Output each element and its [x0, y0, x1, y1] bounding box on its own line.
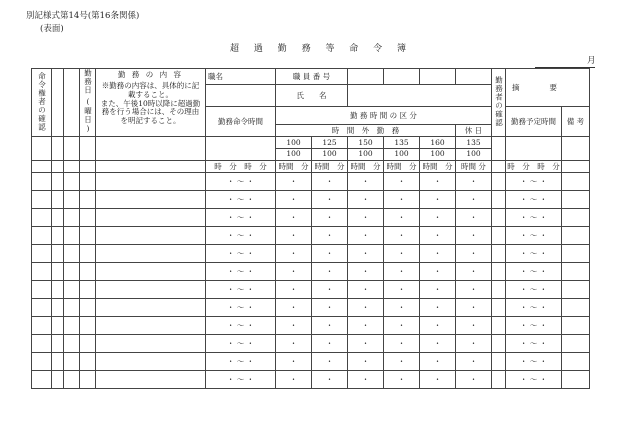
order-time-cell[interactable]: ・ ～ ・ [206, 298, 276, 316]
blank-cell[interactable] [52, 244, 64, 262]
blank-cell[interactable] [52, 370, 64, 388]
table-row [32, 262, 590, 280]
order-time-cell[interactable]: ・ ～ ・ [206, 262, 276, 280]
scheduled-time-cell[interactable]: ・ ～ ・ [506, 370, 562, 388]
rate-125: 125 100 [312, 136, 348, 160]
worker-confirm-cell[interactable] [492, 298, 506, 316]
form-reference: 別記様式第14号(第16条関係) [26, 11, 140, 21]
work-day-cell[interactable] [80, 334, 96, 352]
commander-confirm-cell[interactable] [32, 190, 52, 208]
blank-cell[interactable] [64, 190, 80, 208]
blank-cell[interactable] [52, 334, 64, 352]
work-content-cell[interactable] [96, 370, 206, 388]
order-time-header: 勤務命令時間 [206, 107, 276, 137]
rate-135: 135 100 [384, 136, 420, 160]
commander-confirm-header: 命令権者の確認 [32, 69, 52, 137]
order-time-cell[interactable]: ・ ～ ・ [206, 352, 276, 370]
unit-cell: 時間 分 [420, 160, 456, 172]
rate-cell[interactable]: ・ [456, 262, 492, 280]
table-row [32, 244, 590, 262]
rate-cell[interactable]: ・ [312, 262, 348, 280]
blank-cell[interactable] [52, 352, 64, 370]
scheduled-time-cell[interactable]: ・ ～ ・ [506, 226, 562, 244]
work-content-header: 勤 務 の 内 容 ※勤務の内容は、具体的に記載すること。 また、午後10時以降に超過勤務を行う場合には、その理由を明記すること。 [96, 69, 206, 137]
work-day-header: 勤務日 (曜日) [80, 69, 96, 137]
order-time-cell[interactable]: ・ ～ ・ [206, 190, 276, 208]
work-day-cell[interactable] [80, 280, 96, 298]
rate-cell[interactable]: ・ [312, 370, 348, 388]
rate-cell[interactable]: ・ [348, 316, 384, 334]
commander-confirm-cell[interactable] [32, 370, 52, 388]
rate-cell[interactable]: ・ [276, 316, 312, 334]
order-time-cell[interactable]: ・ ～ ・ [206, 316, 276, 334]
job-title-input[interactable] [206, 85, 276, 107]
rate-cell[interactable]: ・ [276, 352, 312, 370]
rate-cell[interactable]: ・ [348, 262, 384, 280]
work-day-cell[interactable] [80, 190, 96, 208]
rate-cell[interactable]: ・ [348, 280, 384, 298]
unit-cell: 時間 分 [384, 160, 420, 172]
rate-cell[interactable]: ・ [420, 370, 456, 388]
work-content-cell[interactable] [96, 280, 206, 298]
rate-holiday-135: 135 100 [456, 136, 492, 160]
blank-cell[interactable] [52, 208, 64, 226]
rate-150: 150 100 [348, 136, 384, 160]
rate-cell[interactable]: ・ [312, 280, 348, 298]
rate-row [32, 136, 590, 160]
staff-number-input[interactable] [348, 69, 384, 85]
worker-confirm-header: 勤務者の確認 [492, 69, 506, 137]
rate-cell[interactable]: ・ [420, 262, 456, 280]
work-day-cell[interactable] [80, 352, 96, 370]
staff-number-label: 職 員 番 号 [276, 69, 348, 85]
remarks-cell[interactable] [562, 172, 590, 190]
rate-cell[interactable]: ・ [420, 334, 456, 352]
rate-cell[interactable]: ・ [420, 172, 456, 190]
worker-confirm-cell[interactable] [492, 244, 506, 262]
rate-cell[interactable]: ・ [420, 298, 456, 316]
rate-cell[interactable]: ・ [384, 280, 420, 298]
table-row [32, 352, 590, 370]
rate-cell[interactable]: ・ [312, 334, 348, 352]
scheduled-time-cell[interactable]: ・ ～ ・ [506, 334, 562, 352]
name-label: 氏 名 [276, 85, 348, 107]
rate-cell[interactable]: ・ [384, 190, 420, 208]
worker-confirm-cell[interactable] [492, 190, 506, 208]
blank-cell[interactable] [52, 316, 64, 334]
page-title: 超 過 勤 務 等 命 令 簿 [230, 44, 413, 54]
unit-cell: 時間 分 [276, 160, 312, 172]
rate-cell[interactable]: ・ [348, 370, 384, 388]
work-content-cell[interactable] [96, 226, 206, 244]
worker-confirm-cell[interactable] [492, 316, 506, 334]
rate-cell[interactable]: ・ [456, 226, 492, 244]
work-day-cell[interactable] [80, 172, 96, 190]
rate-cell[interactable]: ・ [420, 280, 456, 298]
work-content-cell[interactable] [96, 334, 206, 352]
remarks-cell[interactable] [562, 298, 590, 316]
units-row [32, 160, 590, 172]
rate-cell[interactable]: ・ [276, 370, 312, 388]
rate-cell[interactable]: ・ [420, 316, 456, 334]
rate-cell[interactable]: ・ [384, 172, 420, 190]
rate-cell[interactable]: ・ [384, 298, 420, 316]
blank-cell[interactable] [64, 226, 80, 244]
side-label: (表面) [40, 24, 64, 34]
month-label: 月 [587, 56, 596, 66]
scheduled-time-cell[interactable]: ・ ～ ・ [506, 352, 562, 370]
rate-cell[interactable]: ・ [348, 334, 384, 352]
blank-cell[interactable] [64, 244, 80, 262]
rate-cell[interactable]: ・ [420, 352, 456, 370]
rate-cell[interactable]: ・ [276, 262, 312, 280]
remarks-cell[interactable] [562, 226, 590, 244]
rate-cell[interactable]: ・ [384, 244, 420, 262]
work-day-cell[interactable] [80, 370, 96, 388]
rate-cell[interactable]: ・ [276, 208, 312, 226]
table-row [32, 370, 590, 388]
job-title-label: 職名 [206, 69, 276, 85]
work-content-cell[interactable] [96, 352, 206, 370]
work-content-cell[interactable] [96, 190, 206, 208]
rate-cell[interactable]: ・ [456, 370, 492, 388]
rate-cell[interactable]: ・ [276, 226, 312, 244]
rate-cell[interactable]: ・ [276, 280, 312, 298]
blank-cell[interactable] [52, 280, 64, 298]
unit-cell: 時間 分 [456, 160, 492, 172]
work-content-cell[interactable] [96, 244, 206, 262]
work-day-cell[interactable] [80, 226, 96, 244]
work-content-cell[interactable] [96, 316, 206, 334]
table-row [32, 190, 590, 208]
worker-confirm-cell[interactable] [492, 352, 506, 370]
worker-confirm-cell[interactable] [492, 280, 506, 298]
rate-cell[interactable]: ・ [384, 262, 420, 280]
blank-cell[interactable] [64, 352, 80, 370]
worker-confirm-cell[interactable] [492, 262, 506, 280]
work-day-cell[interactable] [80, 298, 96, 316]
rate-cell[interactable]: ・ [384, 334, 420, 352]
unit-range: 時 分 時 分 [206, 160, 276, 172]
worker-confirm-cell[interactable] [492, 370, 506, 388]
rate-cell[interactable]: ・ [312, 190, 348, 208]
work-content-cell[interactable] [96, 298, 206, 316]
rate-cell[interactable]: ・ [348, 172, 384, 190]
rate-cell[interactable]: ・ [384, 208, 420, 226]
rate-cell[interactable]: ・ [456, 298, 492, 316]
rate-cell[interactable]: ・ [456, 172, 492, 190]
scheduled-time-cell[interactable]: ・ ～ ・ [506, 190, 562, 208]
rate-cell[interactable]: ・ [456, 280, 492, 298]
work-day-cell[interactable] [80, 208, 96, 226]
rate-cell[interactable]: ・ [348, 298, 384, 316]
worker-confirm-cell[interactable] [492, 226, 506, 244]
table-row [32, 298, 590, 316]
rate-cell[interactable]: ・ [456, 316, 492, 334]
unit-cell: 時間 分 [312, 160, 348, 172]
rate-cell[interactable]: ・ [348, 226, 384, 244]
work-day-cell[interactable] [80, 262, 96, 280]
rate-cell[interactable]: ・ [420, 208, 456, 226]
work-content-cell[interactable] [96, 262, 206, 280]
work-content-cell[interactable] [96, 172, 206, 190]
blank-cell[interactable] [52, 172, 64, 190]
scheduled-time-header: 勤務予定時間 [506, 107, 562, 137]
rate-cell[interactable]: ・ [276, 172, 312, 190]
blank-cell[interactable] [64, 280, 80, 298]
remarks-cell[interactable] [562, 190, 590, 208]
blank-cell[interactable] [52, 190, 64, 208]
rate-cell[interactable]: ・ [456, 352, 492, 370]
blank-cell[interactable] [64, 208, 80, 226]
scheduled-time-cell[interactable]: ・ ～ ・ [506, 172, 562, 190]
rate-cell[interactable]: ・ [276, 298, 312, 316]
scheduled-time-cell[interactable]: ・ ～ ・ [506, 208, 562, 226]
order-time-cell[interactable]: ・ ～ ・ [206, 226, 276, 244]
blank-cell[interactable] [64, 316, 80, 334]
remarks-cell[interactable] [562, 370, 590, 388]
rate-160: 160 100 [420, 136, 456, 160]
table-row [32, 316, 590, 334]
rate-cell[interactable]: ・ [420, 226, 456, 244]
remarks-cell[interactable] [562, 334, 590, 352]
rate-cell[interactable]: ・ [312, 208, 348, 226]
rate-cell[interactable]: ・ [312, 226, 348, 244]
rate-cell[interactable]: ・ [456, 208, 492, 226]
rate-cell[interactable]: ・ [384, 316, 420, 334]
order-time-cell[interactable]: ・ ～ ・ [206, 280, 276, 298]
worker-confirm-cell[interactable] [492, 208, 506, 226]
rate-cell[interactable]: ・ [312, 316, 348, 334]
unit-range: 時 分 時 分 [507, 161, 560, 171]
rate-cell[interactable]: ・ [456, 244, 492, 262]
rate-cell[interactable]: ・ [384, 352, 420, 370]
summary-header: 摘 要 [506, 69, 590, 107]
remarks-cell[interactable] [562, 262, 590, 280]
order-time-cell[interactable]: ・ ～ ・ [206, 244, 276, 262]
scheduled-time-cell[interactable]: ・ ～ ・ [506, 262, 562, 280]
work-content-cell[interactable] [96, 208, 206, 226]
rate-cell[interactable]: ・ [312, 244, 348, 262]
blank-cell[interactable] [64, 298, 80, 316]
scheduled-time-cell[interactable]: ・ ～ ・ [506, 316, 562, 334]
commander-confirm-cell[interactable] [32, 208, 52, 226]
overtime-header: 時 間 外 勤 務 [276, 124, 456, 136]
rate-100: 100 100 [276, 136, 312, 160]
order-register-table [31, 68, 590, 389]
rate-cell[interactable]: ・ [276, 244, 312, 262]
table-row [32, 334, 590, 352]
blank-cell[interactable] [64, 262, 80, 280]
table-row [32, 172, 590, 190]
order-time-cell[interactable]: ・ ～ ・ [206, 208, 276, 226]
remarks-header: 備 考 [562, 107, 590, 137]
commander-confirm-cell[interactable] [32, 172, 52, 190]
scheduled-time-cell[interactable]: ・ ～ ・ [506, 280, 562, 298]
commander-confirm-cell[interactable] [32, 334, 52, 352]
commander-confirm-cell[interactable] [32, 352, 52, 370]
name-input[interactable] [348, 85, 492, 107]
commander-confirm-cell[interactable] [32, 280, 52, 298]
commander-confirm-cell[interactable] [32, 298, 52, 316]
rate-cell[interactable]: ・ [348, 208, 384, 226]
remarks-cell[interactable] [562, 280, 590, 298]
remarks-cell[interactable] [562, 208, 590, 226]
worker-confirm-cell[interactable] [492, 172, 506, 190]
rate-cell[interactable]: ・ [348, 190, 384, 208]
blank-cell[interactable] [64, 370, 80, 388]
rate-cell[interactable]: ・ [420, 190, 456, 208]
blank-cell[interactable] [52, 226, 64, 244]
rate-cell[interactable]: ・ [276, 190, 312, 208]
table-row [32, 226, 590, 244]
order-time-cell[interactable]: ・ ～ ・ [206, 370, 276, 388]
order-time-cell[interactable]: ・ ～ ・ [206, 334, 276, 352]
blank-cell[interactable] [52, 298, 64, 316]
remarks-cell[interactable] [562, 316, 590, 334]
table-row [32, 208, 590, 226]
worker-confirm-cell[interactable] [492, 334, 506, 352]
rate-cell[interactable]: ・ [348, 244, 384, 262]
unit-cell: 時間 分 [348, 160, 384, 172]
scheduled-time-cell[interactable]: ・ ～ ・ [506, 298, 562, 316]
commander-confirm-cell[interactable] [32, 226, 52, 244]
remarks-cell[interactable] [562, 352, 590, 370]
commander-confirm-cell[interactable] [32, 316, 52, 334]
commander-confirm-cell[interactable] [32, 262, 52, 280]
table-row [32, 280, 590, 298]
work-day-cell[interactable] [80, 316, 96, 334]
rate-cell[interactable]: ・ [312, 172, 348, 190]
rate-cell[interactable]: ・ [312, 352, 348, 370]
scheduled-time-cell[interactable]: ・ ～ ・ [506, 244, 562, 262]
blank-cell[interactable] [52, 262, 64, 280]
rate-cell[interactable]: ・ [276, 334, 312, 352]
rate-cell[interactable]: ・ [384, 226, 420, 244]
time-category-header: 勤 務 時 間 の 区 分 [276, 107, 492, 125]
commander-confirm-cell[interactable] [32, 244, 52, 262]
rate-cell[interactable]: ・ [456, 190, 492, 208]
rate-cell[interactable]: ・ [420, 244, 456, 262]
rate-cell[interactable]: ・ [384, 370, 420, 388]
rate-cell[interactable]: ・ [348, 352, 384, 370]
order-time-cell[interactable]: ・ ～ ・ [206, 172, 276, 190]
rate-cell[interactable]: ・ [456, 334, 492, 352]
rate-cell[interactable]: ・ [312, 298, 348, 316]
blank-cell[interactable] [64, 172, 80, 190]
remarks-cell[interactable] [562, 244, 590, 262]
holiday-header: 休 日 [456, 124, 492, 136]
blank-cell[interactable] [64, 334, 80, 352]
work-day-cell[interactable] [80, 244, 96, 262]
